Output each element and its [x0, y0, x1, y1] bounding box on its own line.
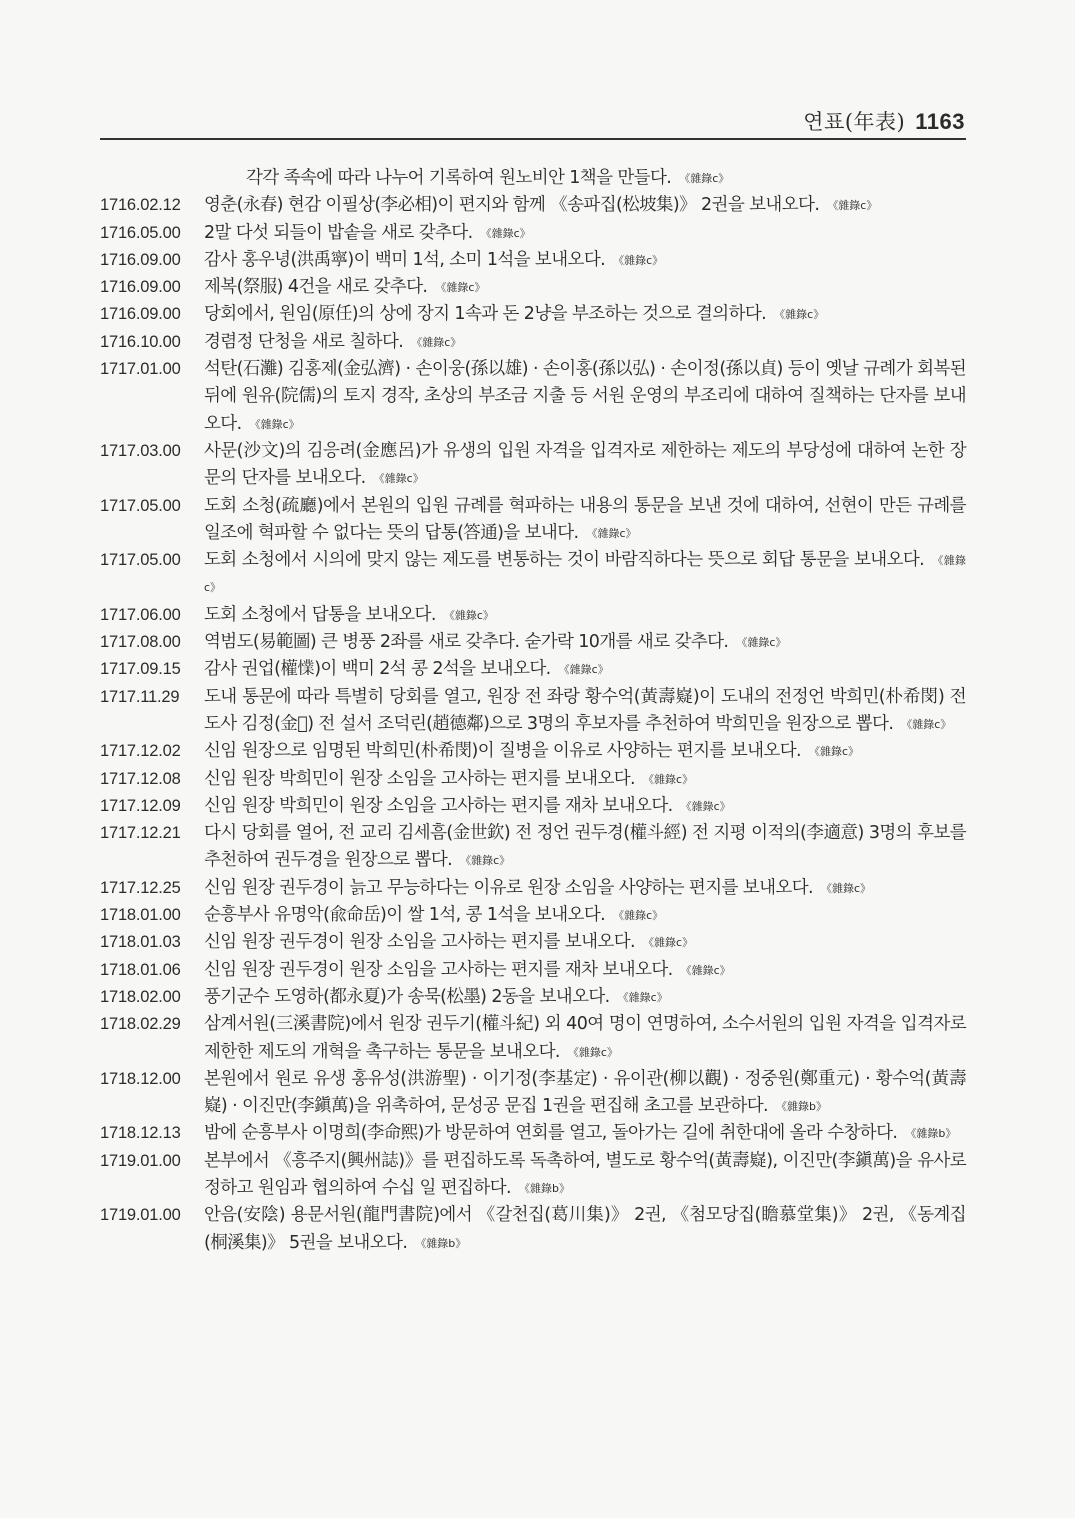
entry-text: 밤에 순흥부사 이명희(李命熙)가 방문하여 연회를 열고, 돌아가는 길에 취한대에 올라 수창하다.: [204, 1123, 898, 1144]
entry-text-block: [204, 602, 966, 629]
entry-text-block: [204, 902, 966, 929]
entry-text-block: [204, 656, 966, 683]
entry-text-block: [204, 929, 966, 956]
chronology-entry: [100, 192, 966, 219]
source-citation: 《雜錄c》: [613, 909, 664, 923]
chronology-entry: [100, 274, 966, 301]
source-citation: 《雜錄c》: [617, 990, 668, 1004]
entry-text: 각각 족속에 따라 나누어 기록하여 원노비안 1책을 만들다.: [246, 168, 672, 188]
entry-date: 1717.08.00: [100, 633, 181, 652]
chronology-entry: [100, 902, 966, 929]
chronology-entry: [100, 301, 966, 328]
source-citation: 《雜錄c》: [613, 253, 664, 267]
entry-text: 역범도(易範圖) 큰 병풍 2좌를 새로 갖추다. 숟가락 10개를 새로 갖추다.: [204, 632, 729, 653]
entry-text-block: [204, 1120, 966, 1147]
header-rule: [100, 138, 966, 140]
chronology-entry: [100, 957, 966, 984]
entry-date: 1717.06.00: [100, 605, 181, 624]
chronology-entry: [100, 356, 966, 438]
entry-date: 1718.12.00: [100, 1069, 181, 1088]
entry-date: 1716.09.00: [100, 305, 181, 324]
source-citation: 《雜錄b》: [776, 1100, 827, 1114]
entry-text: 경렴정 단청을 새로 칠하다.: [204, 331, 404, 352]
entry-text-block: [204, 547, 966, 602]
chronology-entry: [100, 766, 966, 793]
entry-date: 1717.12.25: [100, 878, 181, 897]
entry-date: 1718.01.03: [100, 933, 181, 952]
entry-date: 1719.01.00: [100, 1151, 181, 1170]
entry-text: 삼계서원(三溪書院)에서 원장 권두기(權斗紀) 외 40여 명이 연명하여, 소수서원의 입원 자격을 입격자로 제한한 제도의 개혁을 촉구하는 통문을 보내오다.: [204, 1014, 966, 1062]
source-citation: 《雜錄c》: [736, 636, 787, 650]
chronology-entry: [100, 438, 966, 493]
entry-text: 다시 당회를 열어, 전 교리 김세흠(金世欽) 전 정언 권두경(權斗經) 전 지평 이적의(李適意) 3명의 후보를 추천하여 권두경을 원장으로 뽑다.: [204, 823, 966, 871]
chronology-entry: [100, 1202, 966, 1257]
chronology-entry: [100, 929, 966, 956]
entry-date: 1717.09.15: [100, 660, 181, 679]
entry-text-block: [204, 1148, 966, 1203]
source-citation: 《雜錄c》: [567, 1045, 618, 1059]
source-citation: 《雜錄c》: [435, 281, 486, 295]
entry-text: 석탄(石灘) 김홍제(金弘濟) · 손이웅(孫以雄) · 손이홍(孫以弘) · 손이정(孫以貞) 등이 옛날 규례가 회복된 뒤에 원유(院儒)의 토지 경작, 초상의 부조금 지출 등 서원 운영의 부조리에 대하여 질책하는 단자를 보내오다.: [204, 359, 966, 434]
entry-text-block: [204, 629, 966, 656]
entry-date: 1716.02.12: [100, 196, 181, 215]
entry-text-block: [204, 438, 966, 493]
entry-date: 1717.12.21: [100, 824, 181, 843]
entry-text-block: [204, 493, 966, 548]
entry-text-block: [204, 766, 966, 793]
entry-text: 신임 원장 박희민이 원장 소임을 고사하는 편지를 보내오다.: [204, 768, 636, 789]
page-number: 1163: [915, 109, 965, 134]
entry-text-block: [204, 875, 966, 902]
source-citation: 《雜錄c》: [558, 663, 609, 677]
chronology-entry: [100, 220, 966, 247]
source-citation: 《雜錄c》: [411, 335, 462, 349]
chronology-entry: [100, 1120, 966, 1147]
entry-text-block: [204, 684, 966, 739]
chronology-entry: [100, 984, 966, 1011]
entry-text: 감사 권업(權𢢜)이 백미 2석 콩 2석을 보내오다.: [204, 659, 551, 680]
entry-text: 영춘(永春) 현감 이필상(李必相)이 편지와 함께 《송파집(松坡集)》 2권을 보내오다.: [204, 195, 820, 216]
chronology-entry: [100, 1011, 966, 1066]
entry-text: 본부에서 《흥주지(興州誌)》를 편집하도록 독촉하여, 별도로 황수억(黃壽嶷), 이진만(李鎭萬)을 유사로 정하고 원임과 협의하여 수십 일 편집하다.: [204, 1150, 966, 1198]
source-citation: 《雜錄c》: [373, 472, 424, 486]
entry-text: 풍기군수 도영하(都永夏)가 송묵(松墨) 2동을 보내오다.: [204, 986, 610, 1007]
entry-date: 1717.05.00: [100, 551, 181, 570]
entry-text: 신임 원장 권두경이 원장 소임을 고사하는 편지를 보내오다.: [204, 932, 636, 953]
entry-date: 1717.12.09: [100, 796, 181, 815]
entry-text: 신임 원장 권두경이 원장 소임을 고사하는 편지를 재차 보내오다.: [204, 959, 673, 980]
entry-text-block: [204, 738, 966, 765]
entry-text-block: [204, 1011, 966, 1066]
entry-text: 사문(沙文)의 김응려(金應呂)가 유생의 입원 자격을 입격자로 제한하는 제도의 부당성에 대하여 논한 장문의 단자를 보내오다.: [204, 440, 966, 489]
chronology-list: [100, 165, 966, 1257]
source-citation: 《雜錄c》: [643, 936, 694, 950]
entry-text-block: [204, 356, 966, 438]
chronology-entry: [100, 329, 966, 356]
source-citation: 《雜錄c》: [820, 881, 872, 895]
entry-text: 도회 소청에서 시의에 맞지 않는 제도를 변통하는 것이 바람직하다는 뜻으로 회답 통문을 보내오다.: [204, 550, 925, 571]
entry-date: 1718.12.13: [100, 1124, 181, 1143]
entry-date: [100, 165, 204, 192]
source-citation: 《雜錄c》: [901, 717, 952, 731]
source-citation: 《雜錄c》: [443, 608, 494, 622]
chronology-entry: [100, 247, 966, 274]
entry-text: 당회에서, 원임(原任)의 상에 장지 1속과 돈 2냥을 부조하는 것으로 결의하다.: [204, 304, 767, 325]
entry-text-block: [204, 165, 966, 192]
entry-date: 1718.02.00: [100, 987, 181, 1006]
chronology-entry: [100, 165, 966, 192]
chronology-entry: [100, 493, 966, 548]
source-citation: 《雜錄b》: [415, 1236, 467, 1250]
entry-text-block: [204, 1202, 966, 1257]
entry-date: 1716.09.00: [100, 278, 181, 297]
entry-text: 신임 원장 박희민이 원장 소임을 고사하는 편지를 재차 보내오다.: [204, 795, 673, 816]
header-title: 연표(年表): [803, 110, 906, 134]
entry-text-block: [204, 984, 966, 1011]
chronology-entry: [100, 1066, 966, 1121]
source-citation: 《雜錄c》: [808, 745, 860, 759]
entry-text: 도회 소청(疏廳)에서 본원의 입원 규례를 혁파하는 내용의 통문을 보낸 것에 대하여, 선현이 만든 규례를 일조에 혁파할 수 없다는 뜻의 답통(答通)을 보내다.: [204, 495, 966, 543]
chronology-entry: [100, 602, 966, 629]
entry-date: 1717.12.08: [100, 769, 181, 788]
entry-date: 1716.10.00: [100, 332, 181, 351]
entry-date: 1717.03.00: [100, 441, 181, 460]
chronology-entry: [100, 656, 966, 683]
chronology-entry: [100, 875, 966, 902]
entry-date: 1717.05.00: [100, 496, 181, 515]
source-citation: 《雜錄c》: [679, 172, 730, 185]
entry-date: 1716.09.00: [100, 250, 181, 269]
entry-date: 1717.11.29: [100, 687, 180, 706]
entry-text: 제복(祭服) 4건을 새로 갖추다.: [204, 277, 428, 298]
source-citation: 《雜錄c》: [586, 526, 637, 540]
chronology-entry: [100, 684, 966, 739]
entry-date: 1716.05.00: [100, 223, 181, 242]
source-citation: 《雜錄c》: [827, 199, 878, 213]
chronology-entry: [100, 547, 966, 602]
entry-text-block: [204, 329, 966, 356]
chronology-entry: [100, 738, 966, 765]
entry-text-block: [204, 820, 966, 875]
entry-text-block: [204, 957, 966, 984]
source-citation: 《雜錄c》: [204, 554, 966, 595]
source-citation: 《雜錄c》: [249, 417, 300, 431]
chronology-entry: [100, 793, 966, 820]
entry-text-block: [204, 192, 966, 219]
source-citation: 《雜錄b》: [905, 1127, 957, 1141]
entry-date: 1717.12.02: [100, 742, 181, 761]
entry-text: 안음(安陰) 용문서원(龍門書院)에서 《갈천집(葛川集)》 2권, 《첨모당집(瞻慕堂集)》 2권, 《동계집(桐溪集)》 5권을 보내오다.: [204, 1205, 966, 1253]
entry-text: 도회 소청에서 답통을 보내오다.: [204, 604, 436, 625]
running-header: [100, 106, 965, 136]
chronology-entry: [100, 1148, 966, 1203]
entry-date: 1717.01.00: [100, 360, 181, 379]
source-citation: 《雜錄b》: [518, 1181, 570, 1195]
entry-text: 도내 통문에 따라 특별히 당회를 열고, 원장 전 좌랑 황수억(黃壽嶷)이 도내의 전정언 박희민(朴希閔) 전 도사 김정(金𪼛) 전 설서 조덕린(趙德鄰)으로 3명의 후보자를 추천하여 박희민을 원장으로 뽑다.: [204, 686, 966, 734]
entry-text-block: [204, 301, 966, 328]
entry-text-block: [204, 247, 966, 274]
entry-date: 1718.01.00: [100, 906, 181, 925]
source-citation: 《雜錄c》: [480, 226, 531, 240]
entry-date: 1718.01.06: [100, 960, 181, 979]
entry-text-block: [204, 220, 966, 247]
entry-text: 본원에서 원로 유생 홍유성(洪游聖) · 이기정(李基定) · 유이관(柳以觀) · 정중원(鄭重元) · 황수억(黃壽嶷) · 이진만(李鎭萬)을 위촉하여, 문성공 문집 1권을 편집해 초고를 보관하다.: [204, 1068, 966, 1117]
entry-text-block: [204, 1066, 966, 1121]
source-citation: 《雜錄c》: [680, 799, 731, 813]
entry-text: 2말 다섯 되들이 밥솥을 새로 갖추다.: [204, 222, 473, 243]
entry-text: 순흥부사 유명악(兪命岳)이 쌀 1석, 콩 1석을 보내오다.: [204, 905, 606, 926]
source-citation: 《雜錄c》: [680, 963, 731, 977]
source-citation: 《雜錄c》: [643, 772, 694, 786]
chronology-entry: [100, 820, 966, 875]
entry-text-block: [204, 274, 966, 301]
entry-date: 1719.01.00: [100, 1206, 181, 1225]
entry-text-block: [204, 793, 966, 820]
source-citation: 《雜錄c》: [460, 854, 511, 868]
entry-text: 신임 원장 권두경이 늙고 무능하다는 이유로 원장 소임을 사양하는 편지를 보내오다.: [204, 877, 813, 898]
entry-date: 1718.02.29: [100, 1015, 181, 1034]
entry-text: 신임 원장으로 임명된 박희민(朴希閔)이 질병을 이유로 사양하는 편지를 보내오다.: [204, 741, 801, 762]
chronology-entry: [100, 629, 966, 656]
source-citation: 《雜錄c》: [774, 308, 825, 322]
entry-text: 감사 홍우녕(洪禹寧)이 백미 1석, 소미 1석을 보내오다.: [204, 249, 606, 270]
